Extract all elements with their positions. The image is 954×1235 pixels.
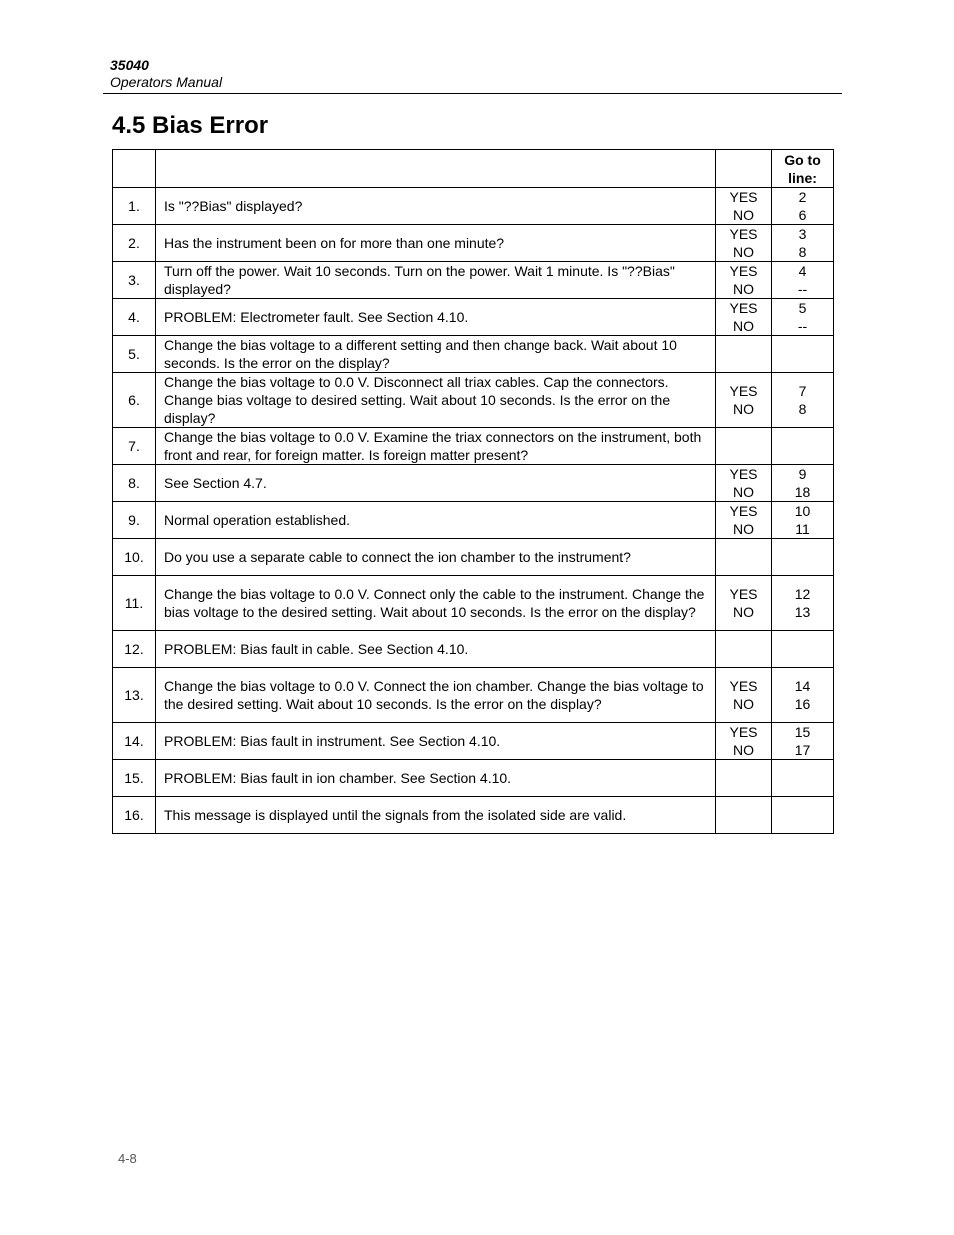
goto-line: 15 — [794, 724, 811, 740]
table-row — [113, 539, 834, 576]
answer-yes: YES — [729, 189, 758, 205]
answer-no: NO — [733, 244, 754, 260]
answer-yes: YES — [729, 226, 758, 242]
row-question: See Section 4.7. — [156, 465, 716, 502]
row-number: 2. — [113, 225, 156, 262]
goto-line: 17 — [794, 742, 811, 758]
row-number: 3. — [113, 262, 156, 299]
answer-yes: YES — [729, 678, 758, 694]
table-row — [113, 631, 834, 668]
row-number: 11. — [113, 576, 156, 631]
row-question: Change the bias voltage to 0.0 V. Examine the triax connectors on the instrument, both front and rear, for foreign matter. Is foreign matter present? — [156, 428, 716, 465]
answer-yes: YES — [729, 263, 758, 279]
row-answers — [716, 760, 772, 797]
goto-line: 16 — [794, 696, 811, 712]
row-goto — [772, 576, 834, 631]
header-answer-cell — [716, 150, 772, 188]
answer-yes: YES — [729, 724, 758, 740]
answer-no: NO — [733, 207, 754, 223]
goto-header-line1: Go to — [784, 151, 821, 168]
table-row — [113, 723, 834, 760]
row-goto — [772, 502, 834, 539]
goto-line: 12 — [794, 586, 811, 602]
table-row — [113, 668, 834, 723]
goto-line: 8 — [798, 401, 807, 417]
goto-header-line2: line: — [788, 169, 817, 186]
answer-yes: YES — [729, 383, 758, 399]
answer-yes: YES — [729, 300, 758, 316]
row-answers — [716, 576, 772, 631]
goto-line: 9 — [798, 466, 807, 482]
goto-line: 18 — [794, 484, 811, 500]
row-question: Has the instrument been on for more than one minute? — [156, 225, 716, 262]
table-header-row — [113, 150, 834, 188]
row-question: Change the bias voltage to 0.0 V. Disconnect all triax cables. Cap the connectors. Change bias voltage to desired setting. Wait about 10 seconds. Is the error on the display? — [156, 373, 716, 428]
row-answers — [716, 188, 772, 225]
goto-line: 4 — [798, 263, 807, 279]
answer-yes: YES — [729, 466, 758, 482]
table-row — [113, 373, 834, 428]
row-number: 4. — [113, 299, 156, 336]
row-question: PROBLEM: Bias fault in cable. See Section 4.10. — [156, 631, 716, 668]
table-row — [113, 760, 834, 797]
row-goto — [772, 373, 834, 428]
goto-line: 11 — [795, 521, 810, 537]
row-goto — [772, 188, 834, 225]
table-row — [113, 576, 834, 631]
row-answers — [716, 373, 772, 428]
goto-line: -- — [797, 281, 808, 297]
row-question: Normal operation established. — [156, 502, 716, 539]
answer-no: NO — [733, 604, 754, 620]
header-question-cell — [156, 150, 716, 188]
row-answers — [716, 723, 772, 760]
table-row — [113, 797, 834, 834]
row-answers — [716, 539, 772, 576]
row-number: 12. — [113, 631, 156, 668]
row-number: 14. — [113, 723, 156, 760]
goto-line: 14 — [794, 678, 811, 694]
row-goto — [772, 631, 834, 668]
row-question: PROBLEM: Electrometer fault. See Section 4.10. — [156, 299, 716, 336]
row-question: PROBLEM: Bias fault in ion chamber. See Section 4.10. — [156, 760, 716, 797]
goto-line: 13 — [794, 604, 811, 620]
row-number: 1. — [113, 188, 156, 225]
row-question: This message is displayed until the signals from the isolated side are valid. — [156, 797, 716, 834]
row-question: Change the bias voltage to 0.0 V. Connect only the cable to the instrument. Change the bias voltage to the desired setting. Wait about 10 seconds. Is the error on the display? — [156, 576, 716, 631]
goto-line: 10 — [794, 503, 811, 519]
row-number: 7. — [113, 428, 156, 465]
row-goto — [772, 428, 834, 465]
row-question: Change the bias voltage to a different setting and then change back. Wait about 10 seconds. Is the error on the display? — [156, 336, 716, 373]
row-number: 16. — [113, 797, 156, 834]
row-goto — [772, 723, 834, 760]
row-goto — [772, 668, 834, 723]
row-question: Change the bias voltage to 0.0 V. Connect the ion chamber. Change the bias voltage to the desired setting. Wait about 10 seconds. Is the error on the display? — [156, 668, 716, 723]
row-goto — [772, 465, 834, 502]
row-question: Turn off the power. Wait 10 seconds. Turn on the power. Wait 1 minute. Is "??Bias" displayed? — [156, 262, 716, 299]
answer-yes: YES — [729, 503, 758, 519]
row-answers — [716, 428, 772, 465]
answer-no: NO — [733, 318, 754, 334]
row-question: Do you use a separate cable to connect the ion chamber to the instrument? — [156, 539, 716, 576]
goto-line: 7 — [798, 383, 807, 399]
answer-yes: YES — [729, 586, 758, 602]
row-number: 9. — [113, 502, 156, 539]
answer-no: NO — [733, 484, 754, 500]
answer-no: NO — [733, 742, 754, 758]
goto-line: -- — [797, 318, 808, 334]
table-row — [113, 428, 834, 465]
row-number: 15. — [113, 760, 156, 797]
document-subtitle: Operators Manual — [110, 74, 223, 90]
row-answers — [716, 262, 772, 299]
header-goto-cell — [772, 150, 834, 188]
page-header — [110, 57, 842, 91]
row-goto — [772, 225, 834, 262]
row-number: 6. — [113, 373, 156, 428]
goto-line: 6 — [798, 207, 807, 223]
answer-no: NO — [733, 696, 754, 712]
answer-no: NO — [733, 281, 754, 297]
table-row — [113, 336, 834, 373]
row-answers — [716, 225, 772, 262]
row-question: Is "??Bias" displayed? — [156, 188, 716, 225]
row-question: PROBLEM: Bias fault in instrument. See Section 4.10. — [156, 723, 716, 760]
goto-line: 2 — [798, 189, 807, 205]
row-goto — [772, 539, 834, 576]
header-divider — [103, 93, 842, 94]
table-row — [113, 225, 834, 262]
table-row — [113, 465, 834, 502]
goto-line: 5 — [798, 300, 807, 316]
row-answers — [716, 797, 772, 834]
row-answers — [716, 465, 772, 502]
header-num-cell — [113, 150, 156, 188]
row-answers — [716, 502, 772, 539]
goto-line: 3 — [798, 226, 807, 242]
row-number: 10. — [113, 539, 156, 576]
goto-line: 8 — [798, 244, 807, 260]
row-goto — [772, 299, 834, 336]
row-number: 13. — [113, 668, 156, 723]
row-answers — [716, 668, 772, 723]
table-row — [113, 188, 834, 225]
row-goto — [772, 262, 834, 299]
row-number: 8. — [113, 465, 156, 502]
table-row — [113, 262, 834, 299]
page-number: 4-8 — [118, 1151, 137, 1166]
table-row — [113, 502, 834, 539]
row-number: 5. — [113, 336, 156, 373]
document-number: 35040 — [110, 57, 149, 73]
row-goto — [772, 797, 834, 834]
troubleshooting-table — [112, 149, 834, 834]
row-answers — [716, 299, 772, 336]
row-goto — [772, 760, 834, 797]
row-goto — [772, 336, 834, 373]
row-answers — [716, 336, 772, 373]
answer-no: NO — [733, 401, 754, 417]
answer-no: NO — [733, 521, 754, 537]
table-row — [113, 299, 834, 336]
section-title: 4.5 Bias Error — [112, 112, 269, 139]
row-answers — [716, 631, 772, 668]
